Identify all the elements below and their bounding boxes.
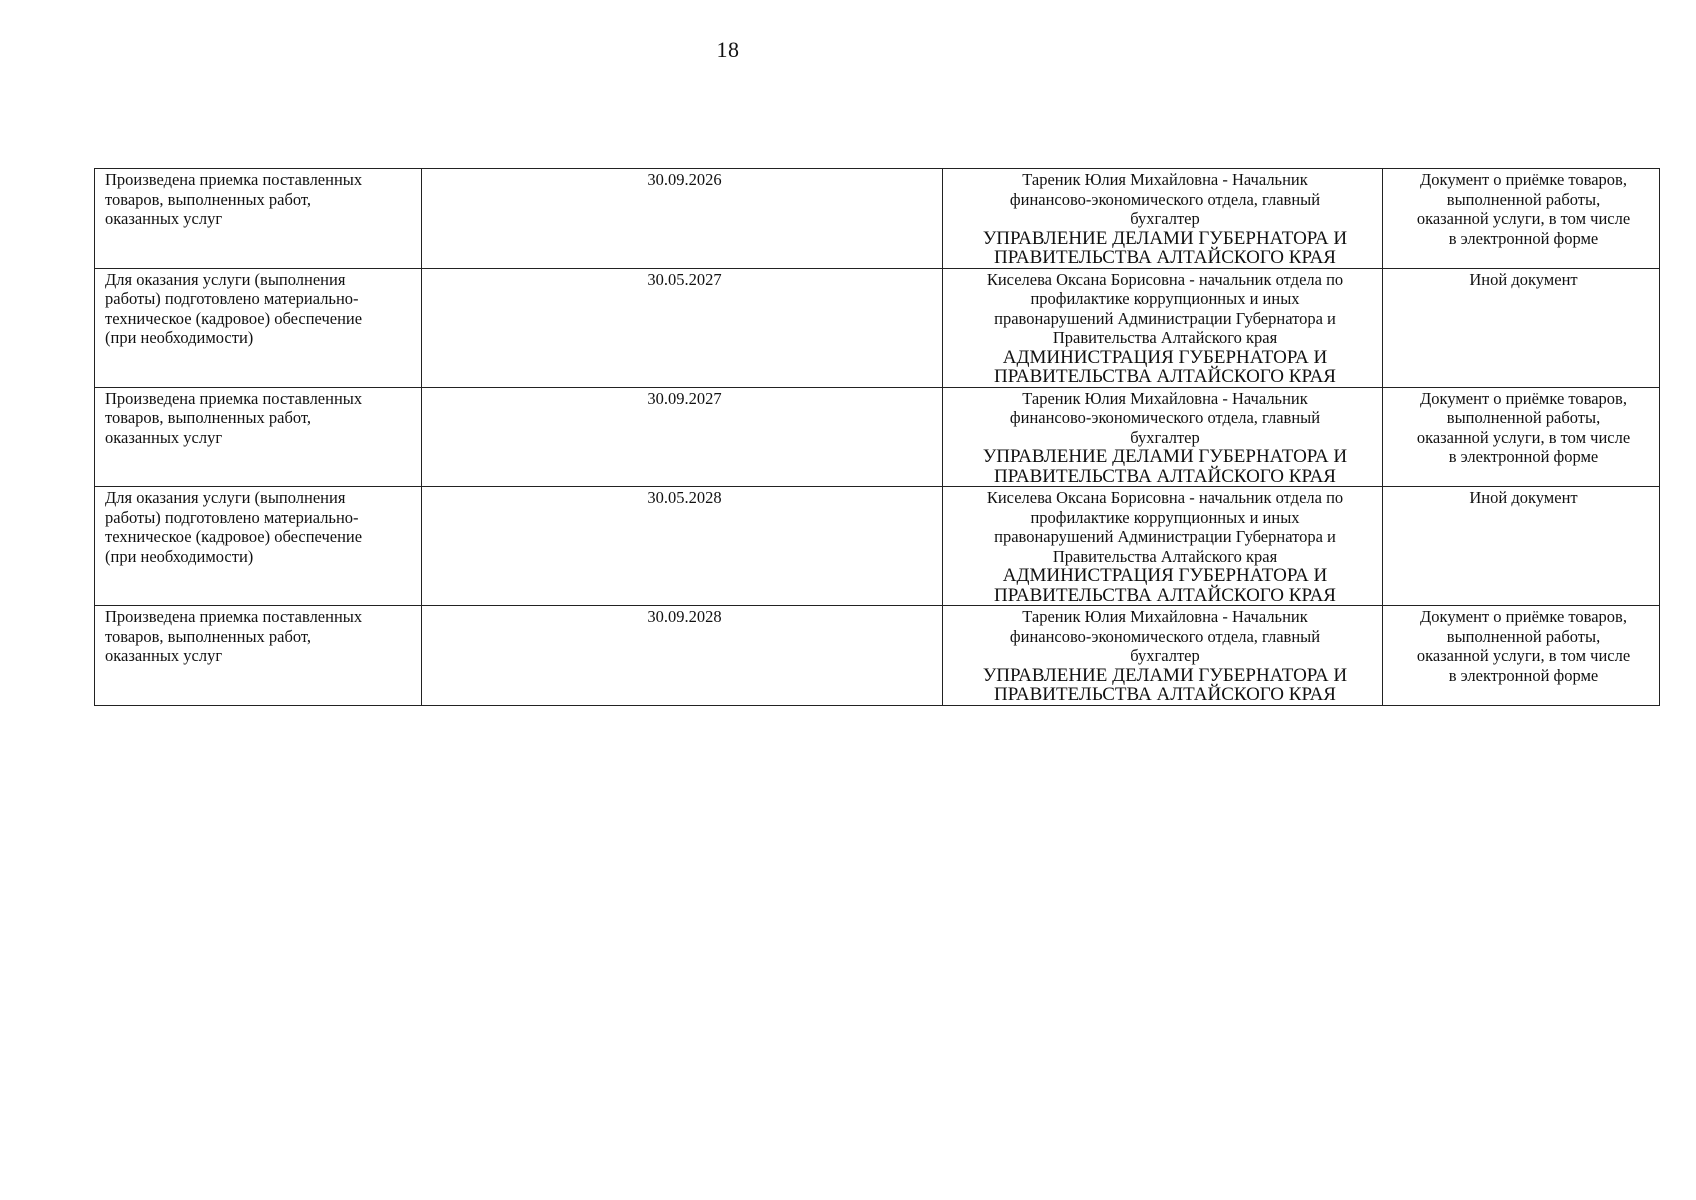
responsible-line: бухгалтер	[1130, 209, 1200, 228]
organization-line: УПРАВЛЕНИЕ ДЕЛАМИ ГУБЕРНАТОРА И	[982, 446, 1348, 467]
event-line: Для оказания услуги (выполнения	[105, 488, 346, 507]
table-row	[95, 606, 1660, 706]
event-cell	[95, 268, 422, 387]
organization-line: ПРАВИТЕЛЬСТВА АЛТАЙСКОГО КРАЯ	[994, 465, 1336, 487]
document-line: оказанной услуги, в том числе	[1416, 427, 1631, 447]
organization-line: ПРАВИТЕЛЬСТВА АЛТАЙСКОГО КРАЯ	[994, 584, 1336, 606]
responsible-cell	[943, 606, 1383, 706]
event-line: техническое (кадровое) обеспечение	[105, 527, 363, 546]
responsible-line: Правительства Алтайского края	[1052, 328, 1278, 347]
organization-line: ПРАВИТЕЛЬСТВА АЛТАЙСКОГО КРАЯ	[994, 366, 1336, 387]
document-line: выполненной работы,	[1446, 626, 1601, 646]
document-line: Документ о приёмке товаров,	[1420, 388, 1627, 408]
responsible-line: финансово-экономического отдела, главный	[1009, 189, 1321, 209]
date-cell: 30.05.2028	[422, 487, 943, 606]
organization-line: ПРАВИТЕЛЬСТВА АЛТАЙСКОГО КРАЯ	[994, 684, 1336, 705]
document-cell	[1383, 169, 1660, 269]
responsible-line: финансово-экономического отдела, главный	[1009, 626, 1321, 646]
responsible-cell	[943, 268, 1383, 387]
event-line: Произведена приемка поставленных	[105, 170, 363, 189]
page-number: 18	[716, 37, 740, 62]
organization-line: АДМИНИСТРАЦИЯ ГУБЕРНАТОРА И	[1002, 565, 1328, 586]
document-line: Документ о приёмке товаров,	[1420, 607, 1627, 626]
event-cell	[95, 387, 422, 487]
event-line: товаров, выполненных работ,	[105, 408, 312, 427]
date-cell: 30.09.2027	[422, 387, 943, 487]
responsible-line: Тареник Юлия Михайловна - Начальник	[1022, 388, 1308, 408]
document-line: в электронной форме	[1448, 228, 1599, 248]
schedule-table	[94, 168, 1660, 706]
document-line: Документ о приёмке товаров,	[1420, 170, 1627, 189]
responsible-line: бухгалтер	[1130, 427, 1200, 447]
event-line: (при необходимости)	[105, 546, 254, 566]
document-line: оказанной услуги, в том числе	[1416, 209, 1631, 228]
document-line: в электронной форме	[1448, 447, 1599, 466]
responsible-line: Киселева Оксана Борисовна - начальник отдела по	[986, 488, 1344, 507]
table-row	[95, 268, 1660, 387]
document-cell	[1383, 268, 1660, 387]
date-cell: 30.09.2026	[422, 169, 943, 269]
organization-line: УПРАВЛЕНИЕ ДЕЛАМИ ГУБЕРНАТОРА И	[982, 227, 1348, 249]
event-line: техническое (кадровое) обеспечение	[105, 308, 363, 328]
document-line: Иной документ	[1469, 269, 1578, 289]
event-line: Произведена приемка поставленных	[105, 388, 363, 408]
responsible-line: Тареник Юлия Михайловна - Начальник	[1022, 170, 1308, 189]
document-cell	[1383, 606, 1660, 706]
date-cell: 30.05.2027	[422, 268, 943, 387]
responsible-line: профилактике коррупционных и иных	[1030, 507, 1300, 527]
event-line: Для оказания услуги (выполнения	[105, 269, 346, 289]
organization-line: ПРАВИТЕЛЬСТВА АЛТАЙСКОГО КРАЯ	[994, 247, 1336, 268]
table-row	[95, 487, 1660, 606]
document-cell	[1383, 387, 1660, 487]
document-line: Иной документ	[1469, 488, 1578, 507]
event-line: оказанных услуг	[105, 646, 223, 665]
organization-line: АДМИНИСТРАЦИЯ ГУБЕРНАТОРА И	[1002, 346, 1328, 368]
document-line: в электронной форме	[1448, 665, 1599, 685]
document-line: оказанной услуги, в том числе	[1416, 646, 1631, 665]
event-line: работы) подготовлено материально-	[105, 507, 359, 527]
document-line: выполненной работы,	[1446, 408, 1601, 427]
responsible-line: Киселева Оксана Борисовна - начальник отдела по	[986, 269, 1344, 289]
event-line: товаров, выполненных работ,	[105, 626, 312, 646]
document-line: выполненной работы,	[1446, 189, 1601, 209]
event-line: работы) подготовлено материально-	[105, 289, 359, 308]
responsible-cell	[943, 169, 1383, 269]
document-cell	[1383, 487, 1660, 606]
table-body	[95, 169, 1660, 706]
responsible-line: бухгалтер	[1130, 646, 1200, 665]
responsible-line: финансово-экономического отдела, главный	[1009, 408, 1321, 427]
event-line: Произведена приемка поставленных	[105, 607, 363, 626]
event-cell	[95, 169, 422, 269]
event-cell	[95, 606, 422, 706]
responsible-line: Правительства Алтайского края	[1052, 546, 1278, 566]
event-line: товаров, выполненных работ,	[105, 189, 312, 209]
table-row	[95, 169, 1660, 269]
event-cell	[95, 487, 422, 606]
responsible-cell	[943, 387, 1383, 487]
organization-line: УПРАВЛЕНИЕ ДЕЛАМИ ГУБЕРНАТОРА И	[982, 664, 1348, 686]
responsible-line: правонарушений Администрации Губернатора и	[994, 308, 1336, 328]
event-line: (при необходимости)	[105, 328, 254, 347]
responsible-line: профилактике коррупционных и иных	[1030, 289, 1300, 308]
table-row	[95, 387, 1660, 487]
event-line: оказанных услуг	[105, 427, 223, 447]
event-line: оказанных услуг	[105, 209, 223, 228]
responsible-line: Тареник Юлия Михайловна - Начальник	[1022, 607, 1308, 626]
responsible-cell	[943, 487, 1383, 606]
date-cell: 30.09.2028	[422, 606, 943, 706]
responsible-line: правонарушений Администрации Губернатора и	[994, 527, 1336, 546]
